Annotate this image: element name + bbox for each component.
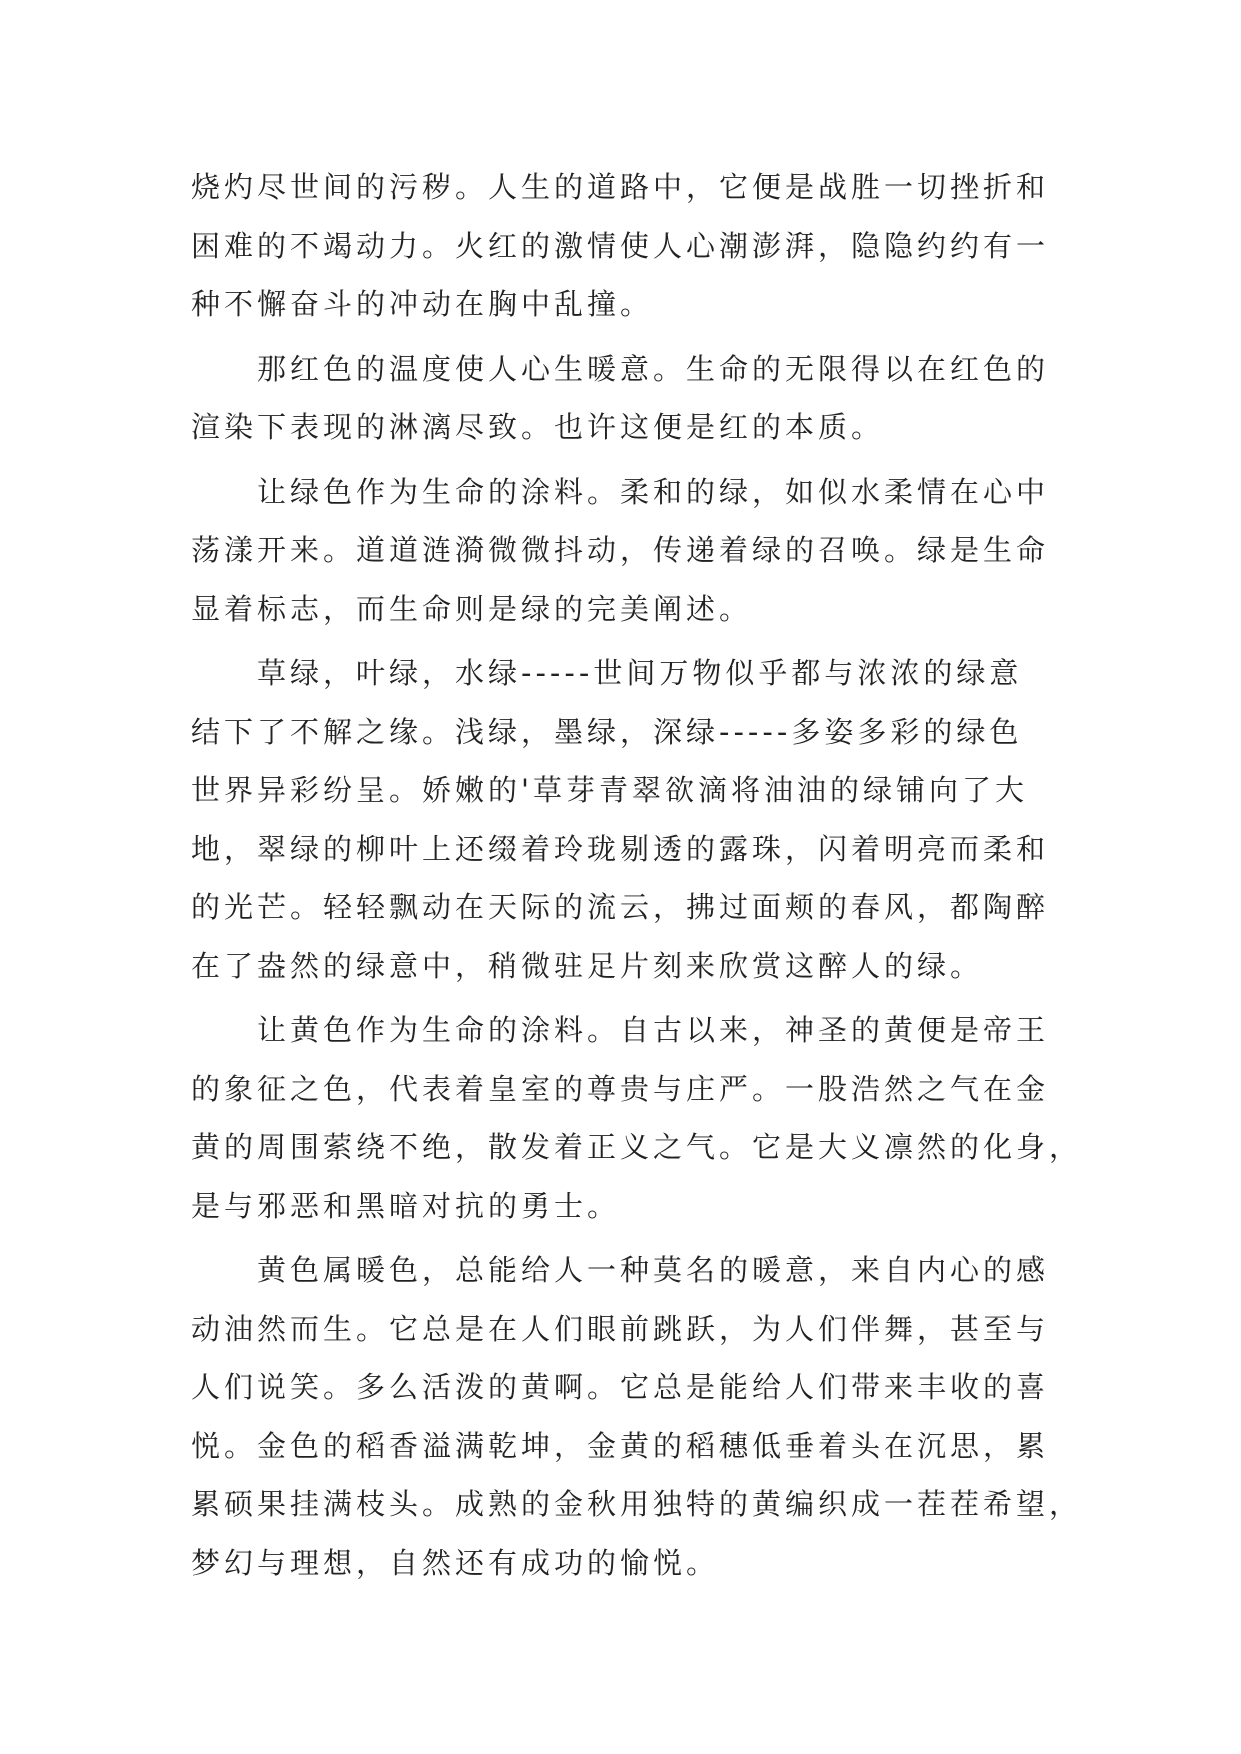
text-line: 草绿，叶绿，水绿-----世间万物似乎都与浓浓的绿意 (257, 656, 1023, 690)
text-line: 显着标志，而生命则是绿的完美阐述。 (191, 591, 753, 626)
text-line: 在了盎然的绿意中，稍微驻足片刻来欣赏这醉人的绿。 (191, 948, 984, 983)
text-line: 悦。金色的稻香溢满乾坤，金黄的稻穗低垂着头在沉思，累 (191, 1428, 1050, 1463)
text-line: 让绿色作为生命的涂料。柔和的绿，如似水柔情在心中 (257, 474, 1050, 509)
text-line: 的光芒。轻轻飘动在天际的流云，拂过面颊的春风，都陶醉 (191, 890, 1050, 924)
paragraph (191, 340, 1051, 457)
paragraph (191, 1241, 1083, 1592)
text-line: 动油然而生。它总是在人们眼前跳跃，为人们伴舞，甚至与 (191, 1311, 1050, 1346)
text-line: 渲染下表现的淋漓尽致。也许这便是红的本质。 (191, 410, 885, 444)
paragraph (191, 463, 1051, 639)
text-line: 结下了不解之缘。浅绿，墨绿，深绿-----多姿多彩的绿色 (191, 714, 1023, 749)
text-line: 梦幻与理想，自然还有成功的愉悦。 (191, 1545, 720, 1580)
text-line: 世界异彩纷呈。娇嫩的'草芽青翠欲滴将油油的绿铺向了大 (191, 773, 1028, 807)
document-body (191, 158, 1083, 1598)
paragraph (191, 158, 1051, 334)
text-line: 累硕果挂满枝头。成熟的金秋用独特的黄编织成一茬茬希望， (191, 1487, 1083, 1521)
text-line: 那红色的温度使人心生暖意。生命的无限得以在红色的 (257, 351, 1050, 386)
text-line: 的象征之色，代表着皇室的尊贵与庄严。一股浩然之气在金 (191, 1071, 1050, 1106)
text-line: 黄的周围萦绕不绝，散发着正义之气。它是大义凛然的化身， (191, 1130, 1083, 1164)
text-line: 让黄色作为生命的涂料。自古以来，神圣的黄便是帝王 (257, 1013, 1050, 1047)
text-line: 地，翠绿的柳叶上还缀着玲珑剔透的露珠，闪着明亮而柔和 (191, 831, 1050, 866)
text-line: 种不懈奋斗的冲动在胸中乱撞。 (191, 287, 654, 321)
text-line: 黄色属暖色，总能给人一种莫名的暖意，来自内心的感 (257, 1253, 1050, 1287)
text-line: 是与邪恶和黑暗对抗的勇士。 (191, 1188, 621, 1223)
paragraph (191, 644, 1051, 995)
text-line: 困难的不竭动力。火红的激情使人心潮澎湃，隐隐约约有一 (191, 228, 1050, 263)
text-line: 烧灼尽世间的污秽。人生的道路中，它便是战胜一切挫折和 (191, 170, 1050, 204)
paragraph (191, 1001, 1083, 1235)
text-line: 荡漾开来。道道涟漪微微抖动，传递着绿的召唤。绿是生命 (191, 533, 1050, 567)
text-line: 人们说笑。多么活泼的黄啊。它总是能给人们带来丰收的喜 (191, 1370, 1050, 1404)
